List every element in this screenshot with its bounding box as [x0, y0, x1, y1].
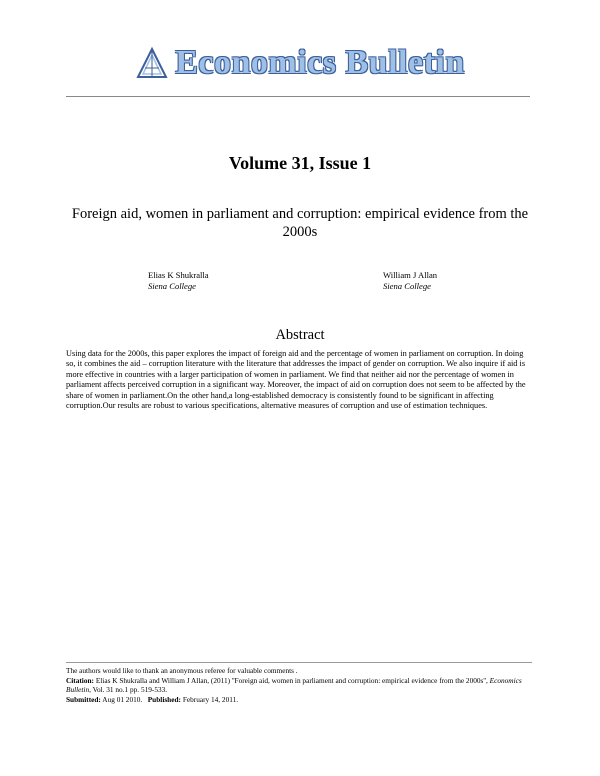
journal-name: Economics Bulletin — [175, 44, 465, 81]
author-affiliation: Siena College — [383, 281, 431, 291]
footnotes — [66, 666, 536, 704]
citation-journal: Economics Bulletin — [66, 675, 522, 695]
acknowledgement: The authors would like to thank an anonymous referee for valuable comments . — [66, 666, 298, 675]
citation — [66, 676, 536, 695]
abstract-body: Using data for the 2000s, this paper explores the impact of foreign aid and the percentage of women in parliament on corruption. In doing so, it combines the aid – corruption literature with the literature that addresses the impact of gender on corruption. We also inquire if aid is more effective in countries with a larger participation of women in parliament. We find that neither aid nor the percentage of women in parliament affects perceived corruption in a significant way. Moreover, the impact of aid on corruption does not seem to be affected by the share of women in parliament.On the other hand,a long-established democracy is consistently found to be significant in affecting corruption.Our results are robust to various specifications, alternative measures of corruption and use of estimation techniques. — [66, 349, 526, 411]
dates — [66, 695, 536, 705]
citation-text: Elias K Shukralla and William J Allan, (2011) ''Foreign aid, women in parliament and corruption: empirical evidence from the 2000s'', — [95, 675, 488, 685]
published-value: February 14, 2011. — [182, 694, 239, 704]
paper-title: Foreign aid, women in parliament and corruption: empirical evidence from the 2000s — [71, 206, 529, 240]
citation-label: Citation: — [66, 675, 94, 685]
triangle-a-logo-icon — [135, 46, 169, 80]
author-affiliation: Siena College — [148, 281, 196, 291]
footnote-rule — [66, 662, 532, 663]
published-label: Published: — [147, 694, 181, 704]
submitted-value: Aug 01 2010. — [102, 694, 143, 704]
author-1 — [148, 270, 209, 292]
abstract-heading: Abstract — [275, 327, 325, 343]
author-name: Elias K Shukralla — [148, 270, 209, 280]
masthead-rule — [66, 96, 530, 97]
volume-issue: Volume 31, Issue 1 — [228, 153, 372, 173]
submitted-label: Submitted: — [66, 694, 101, 704]
masthead — [0, 44, 600, 82]
author-2 — [383, 270, 437, 292]
citation-tail: , Vol. 31 no.1 pp. 519-533. — [89, 685, 168, 695]
author-name: William J Allan — [383, 270, 438, 280]
